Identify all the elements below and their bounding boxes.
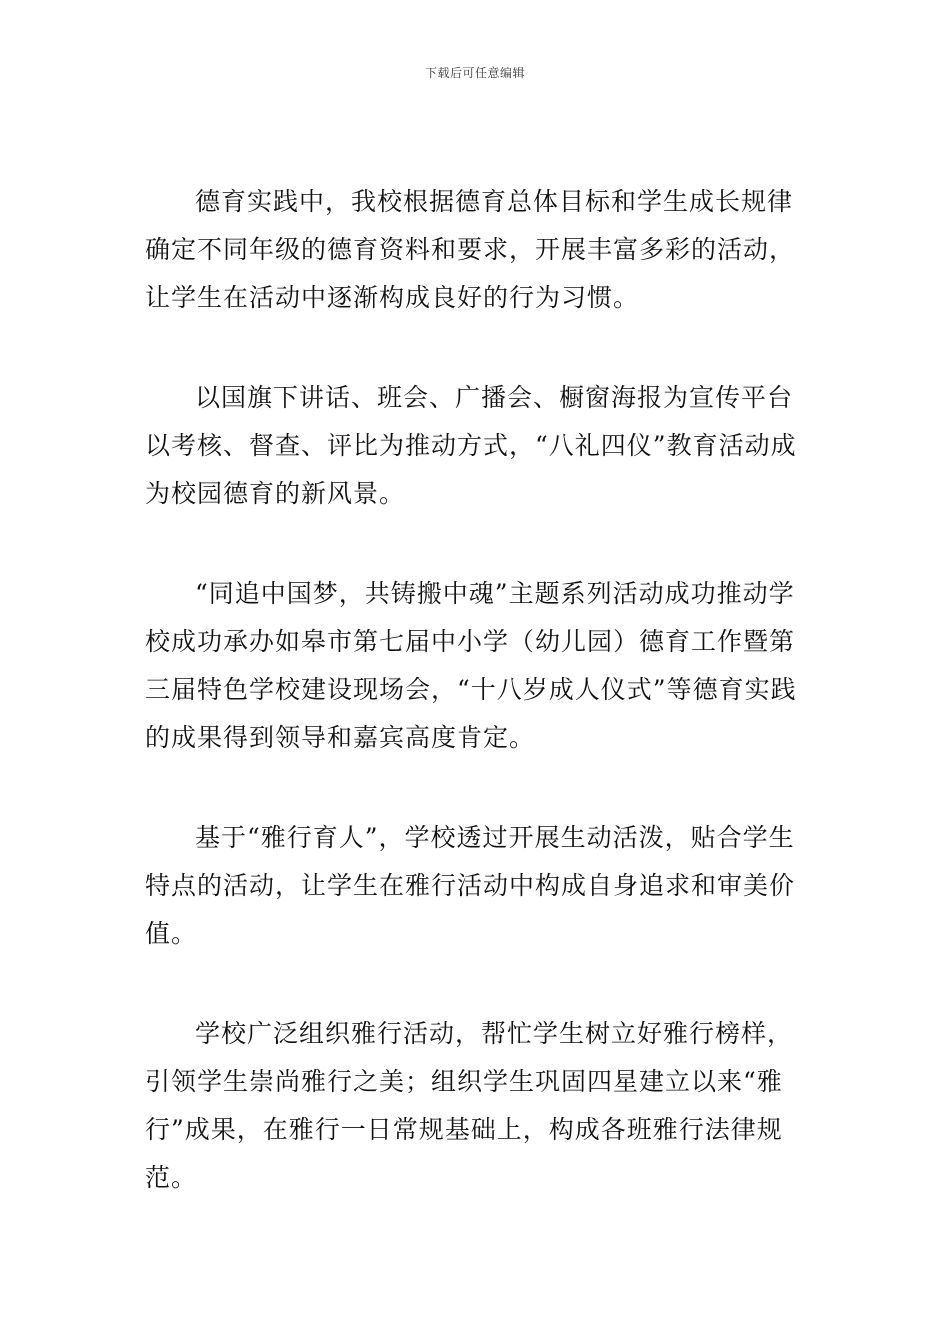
document-body	[145, 178, 810, 1254]
paragraph-3: “同追中国梦，共铸搬中魂”主题系列活动成功推动学校成功承办如皋市第七届中小学（幼儿园）德育工作暨第三届特色学校建设现场会，“十八岁成人仪式”等德育实践的成果得到领导和嘉宾高度肯定。	[145, 579, 797, 752]
paragraph-5: 学校广泛组织雅行活动，帮忙学生树立好雅行榜样，引领学生崇尚雅行之美；组织学生巩固四星建立以来“雅行”成果，在雅行一日常规基础上，构成各班雅行法律规范。	[145, 1019, 794, 1192]
paragraph-4: 基于“雅行育人”，学校透过开展生动活泼，贴合学生特点的活动，让学生在雅行活动中构成自身追求和审美价值。	[145, 823, 796, 948]
paragraph-2: 以国旗下讲话、班会、广播会、橱窗海报为宣传平台以考核、督查、评比为推动方式，“八礼四仪”教育活动成为校园德育的新风景。	[145, 383, 797, 508]
paragraph-1: 德育实践中，我校根据德育总体目标和学生成长规律确定不同年级的德育资料和要求，开展丰富多彩的活动，让学生在活动中逐渐构成良好的行为习惯。	[145, 187, 796, 312]
header-note: 下载后可任意编辑	[424, 66, 525, 80]
